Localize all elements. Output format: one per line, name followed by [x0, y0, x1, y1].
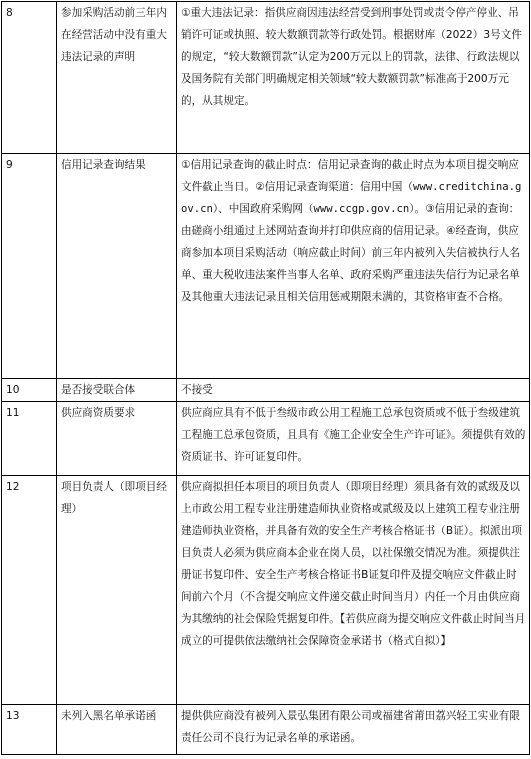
requirements-table	[1, 1, 530, 755]
table-row	[2, 705, 530, 755]
row-number: 13	[2, 705, 57, 755]
row-description: 提供供应商没有被列入景弘集团有限公司或福建省莆田荔兴轻工实业有限责任公司不良行为记录名单的承诺函。	[177, 705, 530, 755]
row-item-name: 参加采购活动前三年内在经营活动中没有重大违法记录的声明	[57, 2, 177, 154]
description-text: ①信用记录查询的截止时点：信用记录查询的截止时点为本项目提交响应文件截止当日。②信用记录查询渠道：信用中国（	[181, 159, 519, 193]
table-row	[2, 379, 530, 402]
row-description: 供应商应具有不低于叁级市政公用工程施工总承包资质或不低于叁级建筑工程施工总承包资质，且具有《施工企业安全生产许可证》。须提供有效的资质证书、许可证复印件。	[177, 402, 530, 476]
row-description	[177, 154, 530, 379]
description-text: ）。③信用记录的查询：由磋商小组通过上述网站查询并打印供应商的信用记录。④经查询，供应商参加本项目采购活动（响应截止时间）前三年内被列入失信被执行人名单、重大税收违法案件当事人名单、政府采购严重违法失信行为记录名单及其他重大违法记录且相关信用惩戒期限未满的，其资格审查不合格。	[181, 203, 520, 303]
row-item-name: 信用记录查询结果	[57, 154, 177, 379]
table-row	[2, 476, 530, 705]
row-item-name: 供应商资质要求	[57, 402, 177, 476]
row-number: 10	[2, 379, 57, 402]
creditchina-url: www.creditchina.gov.cn	[181, 181, 522, 215]
description-text: ）、中国政府采购网（	[212, 203, 314, 215]
table-row	[2, 2, 530, 154]
row-description: 不接受	[177, 379, 530, 402]
row-description: ①重大违法记录：指供应商因违法经营受到刑事处罚或责令停产停业、吊销许可证或执照、较大数额罚款等行政处罚。根据财库（2022）3号文件的规定，“较大数额罚款”认定为200万元以上的罚款，法律、行政法规以及国务院有关部门明确规定相关领域“较大数额罚款”标准高于200万元的，从其规定。	[177, 2, 530, 154]
row-number: 8	[2, 2, 57, 154]
row-item-name: 项目负责人（即项目经理）	[57, 476, 177, 705]
row-item-name: 未列入黑名单承诺函	[57, 705, 177, 755]
row-description: 供应商拟担任本项目的项目负责人（即项目经理）须具备有效的贰级及以上市政公用工程专业注册建造师执业资格或贰级及以上建筑工程专业注册建造师执业资格，并具备有效的安全生产考核合格证书（B证）。拟派出项目负责人必须为供应商本企业在岗人员，以社保缴交情况为准。须提供注册证书复印件、安全生产考核合格证书B证复印件及提交响应文件截止时间前六个月（不含提交响应文件递交截止时间当月）内任一个月由供应商为其缴纳的社会保险凭据复印件。【若供应商为提交响应文件截止时间当月成立的可提供依法缴纳社会保障资金承诺书（格式自拟）】	[177, 476, 530, 705]
row-item-name: 是否接受联合体	[57, 379, 177, 402]
row-number: 9	[2, 154, 57, 379]
table-row	[2, 154, 530, 379]
row-number: 11	[2, 402, 57, 476]
row-number: 12	[2, 476, 57, 705]
table-row	[2, 402, 530, 476]
ccgp-url: www.ccgp.gov.cn	[313, 203, 410, 215]
